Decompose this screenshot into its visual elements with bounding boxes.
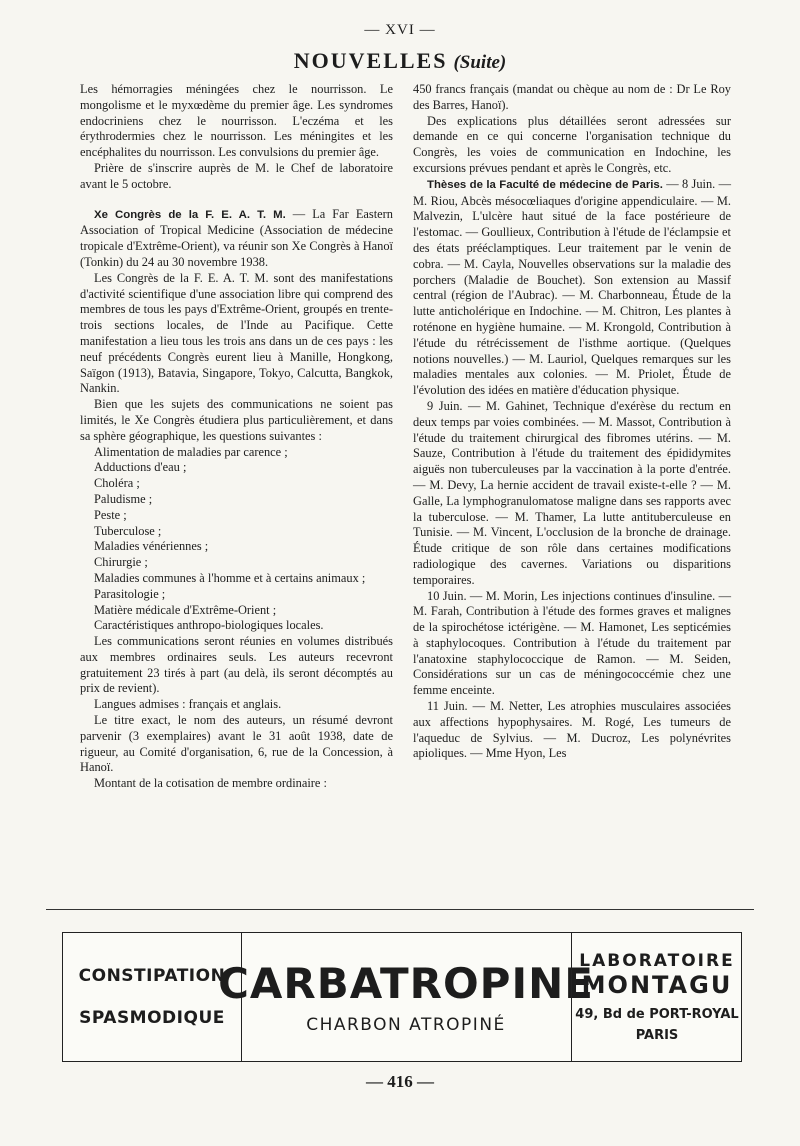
left-column: [80, 82, 393, 792]
list-item: Choléra ;: [94, 476, 140, 491]
list-item: Peste ;: [94, 507, 127, 522]
paragraph-cotisation-montant: 450 francs français (mandat ou chèque au nom de : Dr Le Roy des Barres, Hanoï).: [413, 82, 731, 112]
list-item: Maladies vénériennes ;: [94, 539, 209, 554]
list-item: Parasitologie ;: [94, 586, 166, 601]
list-item: Matière médicale d'Extrême-Orient ;: [94, 602, 277, 617]
ad-indication-line1: CONSTIPATION: [78, 966, 226, 986]
ad-lab-address: 49, Bd de PORT-ROYAL: [575, 1007, 739, 1022]
right-column: [413, 82, 731, 762]
page-roman-numeral: — XVI —: [364, 22, 436, 38]
ad-brand-name: CARBATROPINE: [218, 959, 594, 1008]
ad-lab-city: PARIS: [635, 1028, 679, 1043]
paragraph-congres-manifestations: Les Congrès de la F. E. A. T. M. sont des manifestations d'activité scientifique d'une association libre qui comprend des membres de tous les pays d'Extrême-Orient, groupés en trente-trois sections locales, de l'Inde au Pacifique. Cette manifestation a lieu tous les trois ans dans un de ces pays : les neuf précédents Congrès eurent lieu à Manille, Hongkong, Saïgon (1913), Batavia, Singapore, Tokyo, Calcutta, Bangkok, Nankin.: [80, 270, 393, 396]
divider-rule: [46, 909, 754, 910]
ad-lab-line2: MONTAGU: [581, 971, 733, 999]
paragraph-nourrisson: Les hémorragies méningées chez le nourrisson. Le mongolisme et le myxœdème du premier âge. Les syndromes endocriniens chez le nourrisson. L'eczéma et les érythrodermies chez le nourrisson. Les méningites et les encéphalites du nourrisson. Les convulsions du premier âge.: [80, 82, 393, 160]
section-suite: (Suite): [453, 52, 507, 73]
advertisement-box: [62, 932, 742, 1062]
ad-lab-line1: LABORATOIRE: [579, 951, 735, 971]
paragraph-inscription: Prière de s'inscrire auprès de M. le Chef de laboratoire avant le 5 octobre.: [80, 160, 393, 191]
page-number: — 416 —: [366, 1072, 434, 1091]
section-title: NOUVELLES: [293, 48, 448, 73]
ad-indication-line2: SPASMODIQUE: [79, 1008, 225, 1028]
paragraph-theses-9-juin: 9 Juin. — M. Gahinet, Technique d'exérèse du rectum en deux temps par voies combinées. — M. Massot, Contribution à l'étude du traitement chirurgical des fibromes utérins. — M. Sauze, Contribution à l'étude du traitement des épididymites aiguës non tuberculeuses par la vaccination à la porte d'entrée. — M. Devy, La hernie accident de travail existe-t-elle ? — M. Galle, La lymphogranulomatose maligne dans ses rapports avec la tuberculose. — M. Thamer, La lutte antituberculeuse en Tunisie. — M. Vincent, L'occlusion de la bronche de drainage. Étude critique de son rôle dans certaines modifications radiologique des cavernes. Variations ou disparitions temporaires.: [413, 398, 731, 587]
paragraph-congres-sujets: Bien que les sujets des communications ne soient pas limités, le Xe Congrès étudiera plus particulièrement, et dans sa sphère géographique, les questions suivantes :: [80, 397, 393, 443]
paragraph-communications: Les communications seront réunies en volumes distribués aux membres ordinaires seuls. Les auteurs recevront gratuitement 23 tirés à part (au delà, ils seront décomptés au prix de revient).: [80, 634, 393, 696]
congres-title: Xe Congrès de la F. E. A. T. M.: [94, 208, 286, 221]
list-item: Caractéristiques anthropo-biologiques locales.: [94, 618, 324, 633]
paragraph-theses-10-juin: 10 Juin. — M. Morin, Les injections continues d'insuline. — M. Farah, Contribution à l'étude des formes graves et malignes de la spirochétose ictérigène. — M. Hamonet, Les septicémies à staphylocoques. Contribution à l'étude du traitement par l'anatoxine staphylococcique de Ramon. — M. Seiden, Considérations sur un cas de méningococcémie chez une femme enceinte.: [413, 588, 731, 698]
ad-indication-panel: [63, 933, 242, 1061]
list-item: Chirurgie ;: [94, 555, 148, 570]
ad-brand-panel: [218, 933, 594, 1061]
list-item: Paludisme ;: [94, 491, 153, 506]
topics-list: [80, 445, 393, 635]
ad-brand-subtitle: CHARBON ATROPINÉ: [306, 1015, 506, 1035]
theses-title: Thèses de la Faculté de médecine de Paris.: [427, 178, 663, 191]
paragraph-theses-11-juin: 11 Juin. — M. Netter, Les atrophies musculaires associées aux affections hypophysaires. M. Rogé, Les tumeurs de l'aqueduc de Sylvius. — M. Ducroz, Les polynévrites apioliques. — Mme Hyon, Les: [413, 699, 731, 761]
section-heading: [0, 48, 800, 74]
theses-8-juin-text: — 8 Juin. — M. Riou, Abcès mésocœliaques d'origine appendiculaire. — M. Malvezin, L'ulcère haut situé de la face postérieure de l'estomac. — Goullieux, Contribution à l'étude de l'éclampsie et des états prééclamptiques. Leur traitement par le venin de cobra. — M. Cayla, Nouvelles observations sur la maladie des porchers (Maladie de Bouchet). Son extension au Massif central (région de l'Aubrac). — M. Charbonneau, Étude de la lutte anticholérique en Indochine. — M. Chitron, Les plantes à roténone en hygiène humaine. — M. Krongold, Contribution à l'étude du rétrécissement de l'isthme aortique. (Quelques notions nouvelles.) — M. Lauriol, Quelques remarques sur les maladies mentales aux colonies. — M. Priolet, Étude de l'évolution des idées en matière d'éducation physique.: [413, 176, 731, 398]
paragraph-congres-intro: [80, 207, 393, 271]
paragraph-langues: Langues admises : français et anglais.: [94, 697, 282, 712]
list-item: Adductions d'eau ;: [94, 460, 187, 475]
ad-laboratory-panel: [571, 933, 742, 1061]
paragraph-theses-8-juin: [413, 177, 731, 399]
paragraph-titre-exact: Le titre exact, le nom des auteurs, un résumé devront parvenir (3 exemplaires) avant le 31 août 1938, date de rigueur, au Comité d'organisation, 6, rue de la Concession, à Hanoï.: [80, 713, 393, 775]
list-item: Tuberculose ;: [94, 523, 162, 538]
list-item: Alimentation de maladies par carence ;: [94, 444, 288, 459]
paragraph-cotisation: Montant de la cotisation de membre ordinaire :: [94, 776, 327, 791]
list-item: Maladies communes à l'homme et à certains animaux ;: [94, 570, 366, 585]
paragraph-explications: Des explications plus détaillées seront adressées sur demande en ce qui concerne l'organisation technique du Congrès, les voies de communication en Indochine, les excursions prévues pendant et après le Congrès, etc.: [413, 113, 731, 175]
congres-text: — La Far Eastern Association of Tropical Medicine (Association de médecine tropicale d'Extrême-Orient), va réunir son Xe Congrès à Hanoï (Tonkin) du 24 au 30 novembre 1938.: [80, 206, 393, 269]
